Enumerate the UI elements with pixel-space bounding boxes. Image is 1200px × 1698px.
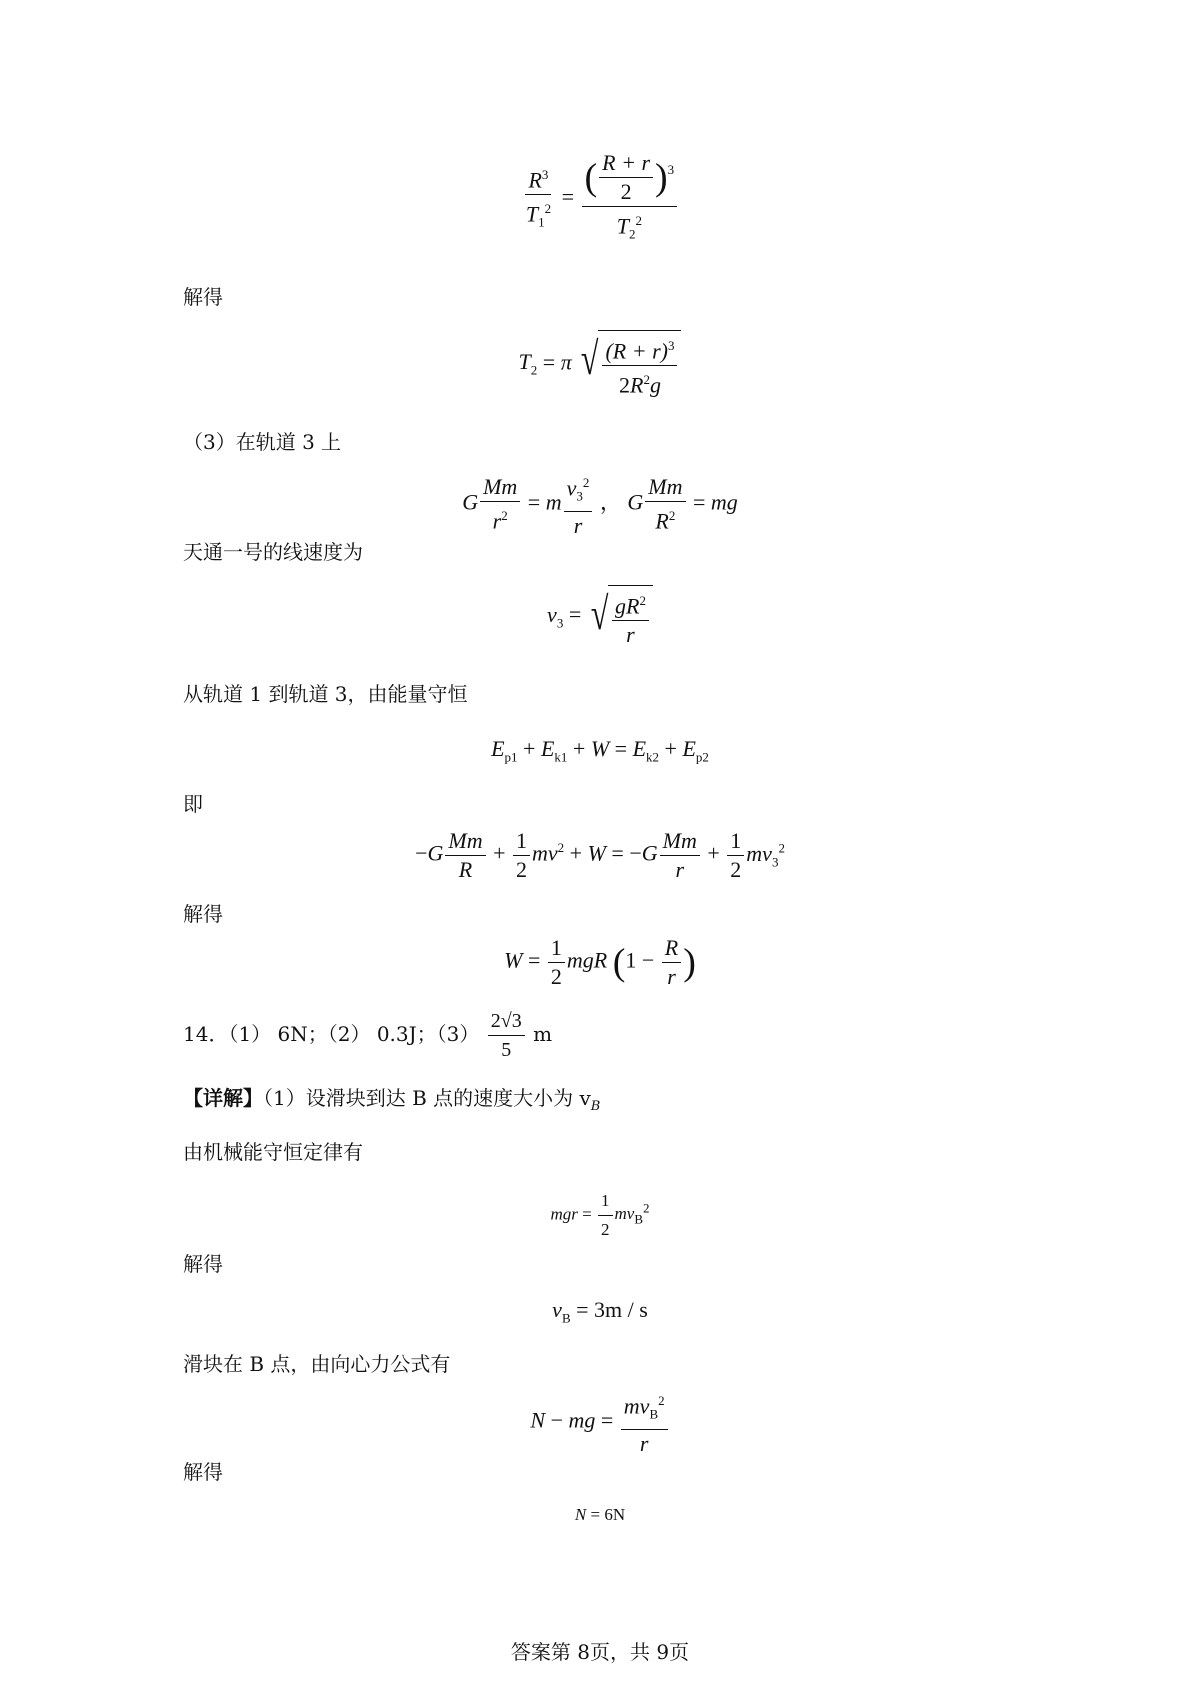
equation-work: W = $\frac{1}{2}$ mgR (1 − $\frac{R}{r}$ ) <box>504 935 696 989</box>
text-jiede-4: 解得 <box>183 1460 223 1484</box>
equation-kepler-third-law: $\frac{R^3}{T_1^2}$ = ( $\frac{R + r}{2}$ )$^3$ $T_2^2$ <box>0 150 1200 248</box>
q14-part3-value: $\frac{2√3}{5}$ <box>488 1008 525 1063</box>
detail-line <box>183 1086 600 1119</box>
text-energy-intro: 从轨道 1 到轨道 3，由能量守恒 <box>183 682 468 706</box>
q14-answer-line <box>183 1008 552 1063</box>
equation-normal-force: N = 6N <box>574 1505 626 1524</box>
text-centripetal: 滑块在 B 点，由向心力公式有 <box>183 1352 451 1376</box>
detail-bracket: 【详解】 <box>183 1086 263 1110</box>
detail-text: （1）设滑块到达 B 点的速度大小为 v <box>263 1086 591 1110</box>
equation-v3: $v_3$ = √ $\frac{gR^2}{r}$ <box>0 585 1200 648</box>
equation-mech-energy: mgr = $\frac{1}{2}$ $mv_B^2$ <box>0 1188 1200 1243</box>
equation-period-t2: $T_2 = \pi$ √ $\frac{(R + r)^3}{2R^2g}$ <box>0 330 1200 399</box>
text-part3-intro: （3）在轨道 3 上 <box>183 430 342 454</box>
text-jiede-2: 解得 <box>183 902 223 926</box>
q14-answer-unit: m <box>533 1022 553 1046</box>
equation-energy-expanded: −G $\frac{Mm}{R}$ + $\frac{1}{2}$ $mv^2 + W = -G$ $\frac{Mm}{r}$ + $\frac{1}{2}$ $mv_3^2$ <box>415 828 785 882</box>
text-jiede-1: 解得 <box>183 285 223 309</box>
page-footer: 答案第 8页，共 9页 <box>510 1640 690 1664</box>
equation-energy-conservation: $E_{p1} + E_{k1} + W = E_{k2} + E_{p2}$ <box>491 736 709 765</box>
equation-orbit3-gravity: G $\frac{Mm}{r^2}$ = m $\frac{v_3^2}{r}$ ， G $\frac{Mm}{R^2}$ = mg <box>0 470 1200 539</box>
text-ji: 即 <box>183 792 203 816</box>
text-mech-energy: 由机械能守恒定律有 <box>183 1140 363 1164</box>
text-v3-label: 天通一号的线速度为 <box>183 540 363 564</box>
equation-vb: $v_B = 3m / s$ <box>552 1297 648 1326</box>
q14-answer-text: 14．（1） 6N；（2） 0.3J；（3） <box>183 1022 480 1046</box>
equation-centripetal: N − mg = $\frac{mv_B^2}{r}$ <box>0 1388 1200 1457</box>
text-jiede-3: 解得 <box>183 1252 223 1276</box>
detail-sub: B <box>590 1099 601 1114</box>
